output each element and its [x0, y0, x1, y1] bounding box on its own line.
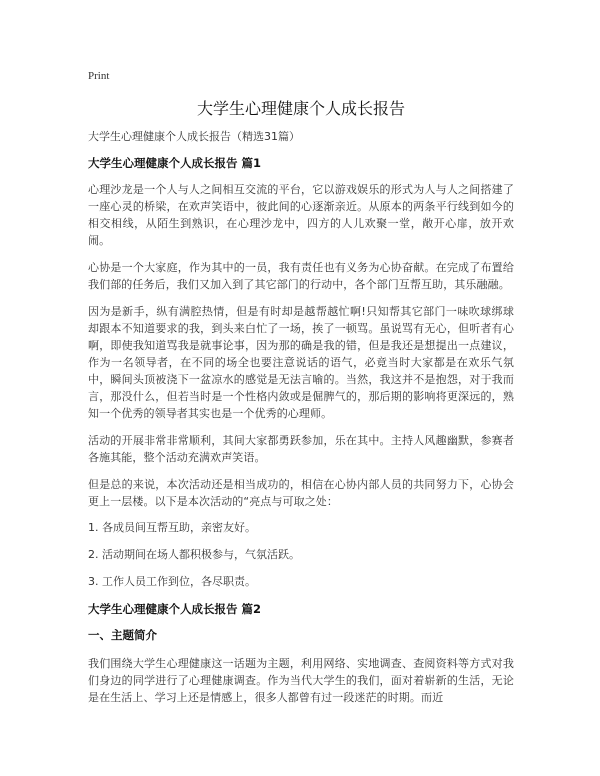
paragraph: 但是总的来说，本次活动还是相当成功的，相信在心协内部人员的共同努力下，心协会更上一层楼。以下是本次活动的“亮点与可取之处：: [88, 478, 514, 508]
document-subtitle: 大学生心理健康个人成长报告（精选31篇）: [88, 130, 300, 143]
print-label: Print: [88, 70, 110, 82]
section-heading-1: 大学生心理健康个人成长报告 篇1: [88, 156, 262, 170]
section-heading-2: 大学生心理健康个人成长报告 篇2: [88, 602, 262, 616]
paragraph: 心理沙龙是一个人与人之间相互交流的平台，它以游戏娱乐的形式为人与人之间搭建了一座心灵的桥梁，在欢声笑语中，彼此间的心逐渐亲近。从原本的两条平行线到如今的相交相线，从陌生到熟识，在心理沙龙中，四方的人儿欢聚一堂，敞开心扉，放开欢闹。: [88, 183, 514, 247]
subsection-heading: 一、主题简介: [88, 628, 157, 642]
paragraph: 我们围绕大学生心理健康这一话题为主题，利用网络、实地调查、查阅资料等方式对我们身边的同学进行了心理健康调查。作为当代大学生的我们，面对着崭新的生活，无论是在生活上、学习上还是情感上，很多人都曾有过一段迷茫的时期。而近: [88, 657, 514, 704]
paragraph: 活动的开展非常非常顺利，其间大家都勇跃参加，乐在其中。主持人风趣幽默，参赛者各施其能，整个活动充满欢声笑语。: [88, 434, 514, 464]
list-item: 2. 活动期间在场人都积极参与，气氛活跃。: [88, 548, 300, 561]
document-title: 大学生心理健康个人成长报告: [196, 99, 405, 118]
paragraph: 因为是新手，纵有满腔热情，但是有时却是越帮越忙啊!只知帮其它部门一味吹球绑球却跟本不知道要求的我，到头来白忙了一场，挨了一顿骂。虽说骂有无心，但听者有心啊，即使我知道骂我是就事论事，因为那的确是我的错，但是我还是想提出一点建议，作为一名领导者，在不同的场全也要注意说话的语气，必竟当时大家都是在欢乐气氛中，瞬间头顶被浇下一盆凉水的感觉是无法言喻的。当然，我这并不是抱怨，对于我而言，那没什么，但若当时是一个性格内敛或是倔脾气的，那后期的影响将更深远的，熟知一个优秀的领导者其实也是一个优秀的心理师。: [88, 305, 514, 420]
paragraph: 心协是一个大家庭，作为其中的一员，我有责任也有义务为心协奋献。在完成了布置给我们部的任务后，我们又加入到了其它部门的行动中，各个部门互帮互助，其乐融融。: [88, 261, 514, 291]
list-item: 3. 工作人员工作到位，各尽职责。: [88, 575, 256, 588]
list-item: 1. 各成员间互帮互助，亲密友好。: [88, 521, 256, 534]
